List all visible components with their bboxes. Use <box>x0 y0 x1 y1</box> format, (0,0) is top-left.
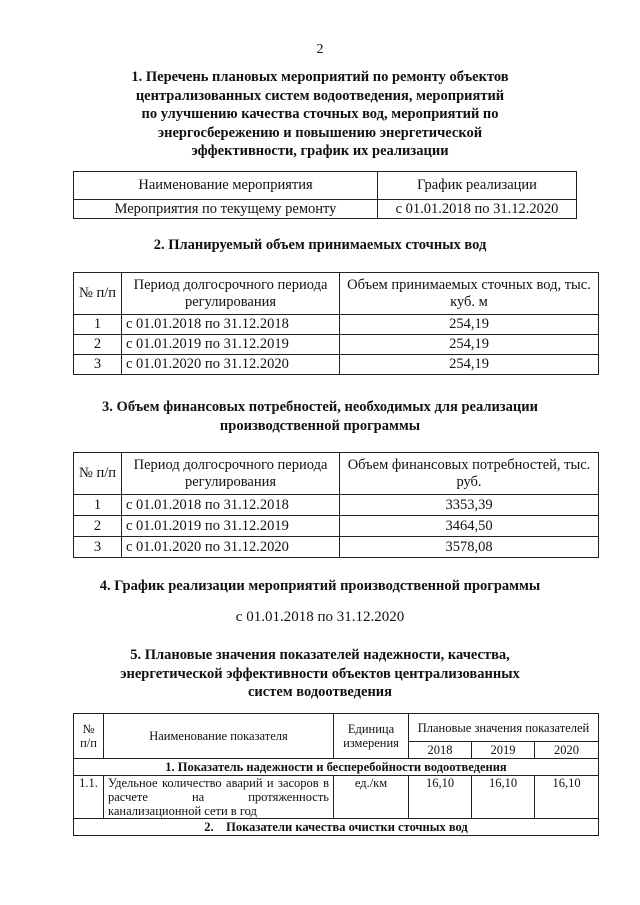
column-header-year: 2018 <box>409 742 472 759</box>
table-header-row <box>74 273 599 315</box>
table-row <box>74 355 599 375</box>
wastewater-volume-table <box>73 272 599 375</box>
table-row <box>74 776 599 819</box>
table-cell: 3578,08 <box>340 537 599 558</box>
section-1-title <box>0 68 640 161</box>
column-header-indicator: Наименование показателя <box>104 714 334 759</box>
table-cell: 16,10 <box>535 776 599 819</box>
table-cell: 254,19 <box>340 315 599 335</box>
table-row <box>74 315 599 335</box>
table-cell: ед./км <box>334 776 409 819</box>
table-cell: 1.1. <box>74 776 104 819</box>
section-1-title-line: по улучшению качества сточных вод, мероприятий по <box>141 106 499 122</box>
table-row <box>74 537 599 558</box>
table-cell: Удельное количество аварий и засоров в расчете на протяженность канализационной сети в год <box>104 776 334 819</box>
table-row <box>74 516 599 537</box>
section-2-title-line: 2. Планируемый объем принимаемых сточных вод <box>153 237 487 253</box>
table-row <box>74 495 599 516</box>
table-header-row <box>74 172 577 200</box>
column-header: № п/п <box>74 273 122 315</box>
section-4-title-line: 4. График реализации мероприятий производственной программы <box>99 578 541 594</box>
table-cell: 254,19 <box>340 335 599 355</box>
table-cell: с 01.01.2019 по 31.12.2019 <box>122 335 340 355</box>
column-header-planned-values: Плановые значения показателей <box>409 714 599 742</box>
table-group-row <box>74 819 599 836</box>
table-cell: 16,10 <box>409 776 472 819</box>
column-header-unit: Единица измерения <box>334 714 409 759</box>
table-cell: 2 <box>74 335 122 355</box>
group-heading: 1. Показатель надежности и бесперебойности водоотведения <box>74 759 599 776</box>
financial-needs-table <box>73 452 599 558</box>
table-cell: 1 <box>74 495 122 516</box>
table-cell: с 01.01.2018 по 31.12.2018 <box>122 495 340 516</box>
table-cell: с 01.01.2018 по 31.12.2018 <box>122 315 340 335</box>
section-4-period: с 01.01.2018 по 31.12.2020 <box>235 609 405 625</box>
table-row <box>74 200 577 219</box>
table-cell: Мероприятия по текущему ремонту <box>74 200 378 219</box>
column-header-number: № п/п <box>74 714 104 759</box>
column-header: График реализации <box>378 172 577 200</box>
column-header: Наименование мероприятия <box>74 172 378 200</box>
section-1-title-line: централизованных систем водоотведения, мероприятий <box>135 87 505 104</box>
column-header: Период долгосрочного периода регулирования <box>122 453 340 495</box>
column-header-year: 2019 <box>472 742 535 759</box>
measures-table <box>73 171 577 219</box>
table-group-row <box>74 759 599 776</box>
section-1-title-line: энергосбережению и повышению энергетической <box>157 124 483 141</box>
section-1-title-line: 1. Перечень плановых мероприятий по ремонту объектов <box>131 69 509 85</box>
table-cell: 3353,39 <box>340 495 599 516</box>
section-4-title <box>0 577 640 596</box>
section-1-title-line: эффективности, график их реализации <box>191 143 449 159</box>
section-3-title <box>0 398 640 435</box>
section-5-title <box>0 646 640 702</box>
table-cell: 16,10 <box>472 776 535 819</box>
column-header-year: 2020 <box>535 742 599 759</box>
table-cell: 3 <box>74 537 122 558</box>
column-header: Период долгосрочного периода регулирования <box>122 273 340 315</box>
section-3-title-line: 3. Объем финансовых потребностей, необходимых для реализации <box>102 399 538 415</box>
table-cell: с 01.01.2018 по 31.12.2020 <box>378 200 577 219</box>
column-header: Объем принимаемых сточных вод, тыс. куб. м <box>340 273 599 315</box>
indicators-table <box>73 713 599 836</box>
table-cell: 3 <box>74 355 122 375</box>
section-5-title-line: 5. Плановые значения показателей надежности, качества, <box>130 647 510 663</box>
table-cell: 1 <box>74 315 122 335</box>
column-header: № п/п <box>74 453 122 495</box>
table-header-row <box>74 453 599 495</box>
section-3-title-line: производственной программы <box>219 417 421 434</box>
column-header: Объем финансовых потребностей, тыс. руб. <box>340 453 599 495</box>
section-2-title <box>0 236 640 255</box>
section-5-title-line: систем водоотведения <box>247 684 393 700</box>
table-cell: с 01.01.2020 по 31.12.2020 <box>122 537 340 558</box>
table-header-row <box>74 714 599 742</box>
section-5-title-line: энергетической эффективности объектов централизованных <box>120 665 520 682</box>
table-cell: с 01.01.2019 по 31.12.2019 <box>122 516 340 537</box>
table-cell: с 01.01.2020 по 31.12.2020 <box>122 355 340 375</box>
table-row <box>74 335 599 355</box>
table-cell: 2 <box>74 516 122 537</box>
group-heading: 2. Показатели качества очистки сточных вод <box>74 819 599 836</box>
page-number: 2 <box>316 42 324 57</box>
table-cell: 254,19 <box>340 355 599 375</box>
table-cell: 3464,50 <box>340 516 599 537</box>
